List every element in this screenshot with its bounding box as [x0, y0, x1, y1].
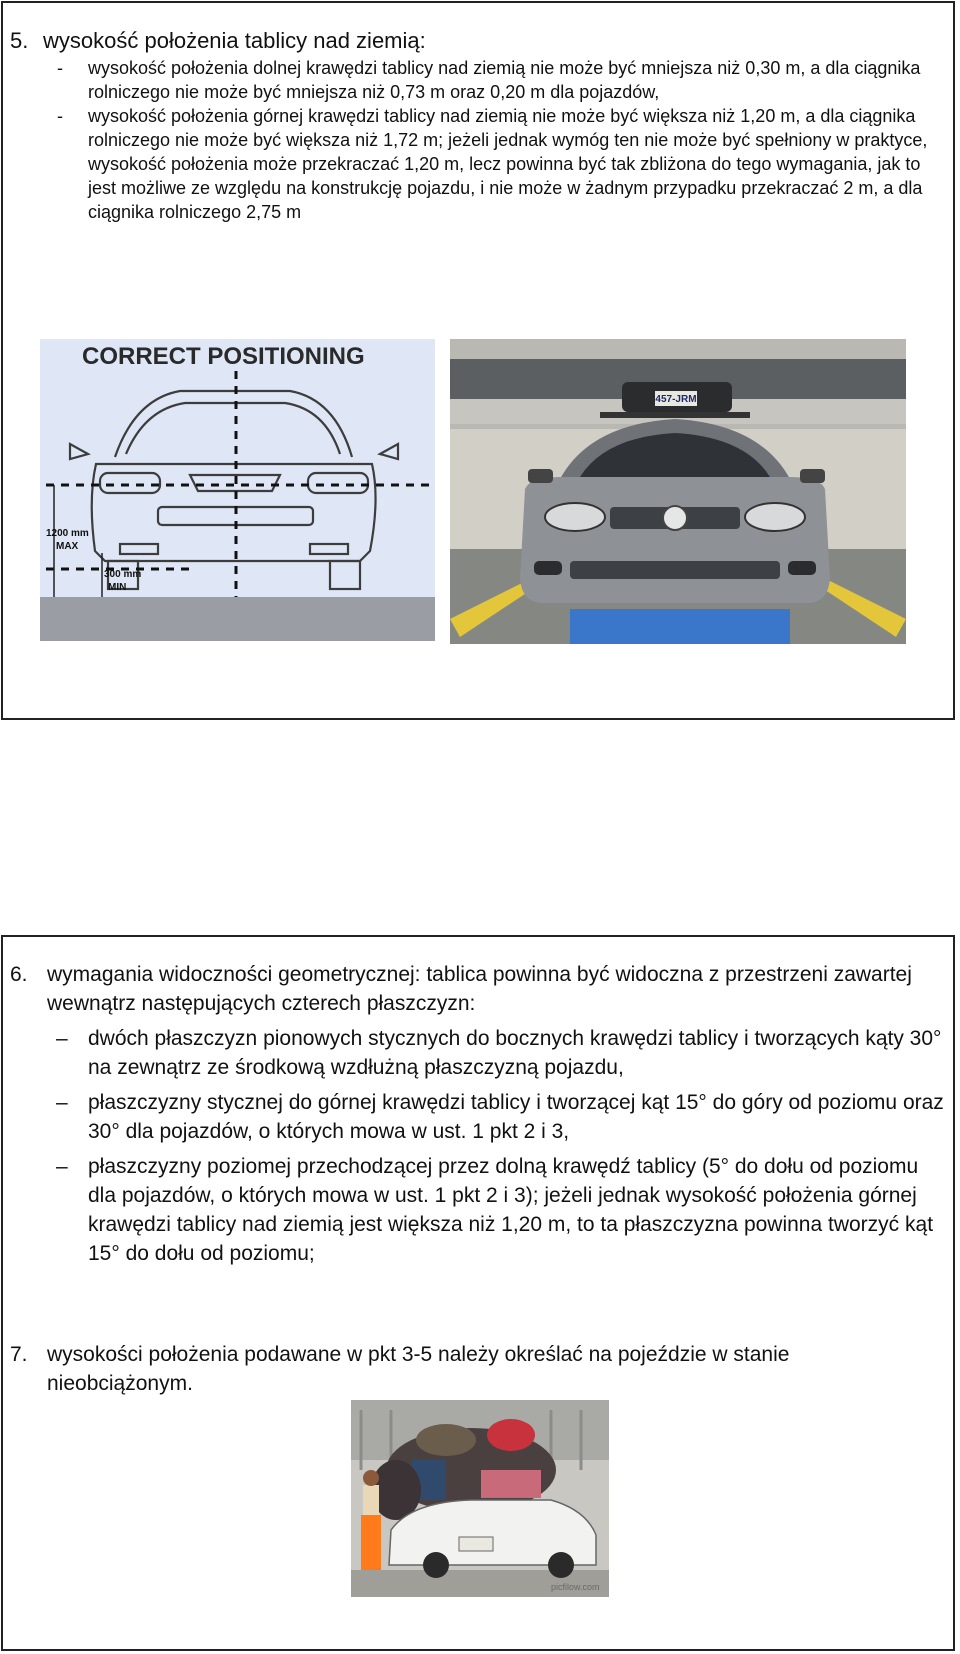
- list-item-text: dwóch płaszczyzn pionowych stycznych do bocznych krawędzi tablicy i tworzących kąty 30° na zewnątrz ze środkową wzdłużną płaszczyzną pojazdu,: [88, 1027, 942, 1079]
- section-7-text: wysokości położenia podawane w pkt 3-5 należy określać na pojeździe w stanie nieobciążonym.: [47, 1343, 790, 1395]
- list-item-text: wysokość położenia górnej krawędzi tablicy nad ziemią nie może być większa niż 1,20 m, a dla ciągnika rolniczego nie może być większa niż 1,72 m; jeżeli jednak wymóg ten nie może być spełniony w praktyce, wysokość położenia może przekraczać 1,20 m, lecz powinna być tak zbliżona do tego wymagania, jak to jest możliwe ze względu na konstrukcję pojazdu, i nie może w żadnym przypadku przekraczać 2 m, a dla ciągnika rolniczego 2,75 m: [88, 106, 928, 222]
- max-label-value: 1200 mm: [46, 528, 89, 539]
- vw-golf-photo: [450, 339, 906, 644]
- diagram-drawing: [40, 339, 435, 641]
- list-item: [52, 104, 942, 224]
- section-5-title: wysokość położenia tablicy nad ziemią:: [43, 28, 426, 53]
- roof-box-plate: 457-JRM: [655, 394, 697, 405]
- list-item-text: płaszczyzny stycznej do górnej krawędzi tablicy i tworzącej kąt 15° do góry od poziomu oraz 30° dla pojazdów, o których mowa w ust. 1 pkt 2 i 3,: [88, 1091, 944, 1143]
- list-item: [56, 1024, 946, 1082]
- list-dash: –: [56, 1091, 68, 1114]
- section-7: [10, 1340, 940, 1398]
- section-5-heading: [10, 26, 426, 56]
- list-item: [56, 1152, 946, 1268]
- list-dash: –: [56, 1027, 68, 1050]
- list-dash: -: [57, 58, 63, 78]
- correct-positioning-diagram: [40, 339, 435, 641]
- section-5-number: 5.: [10, 28, 29, 53]
- list-dash: -: [57, 106, 63, 126]
- golf-drawing: [450, 339, 906, 644]
- section-6-number: 6.: [10, 963, 28, 986]
- section-6-heading: [10, 960, 940, 1018]
- section-5-list: [52, 56, 942, 224]
- max-label-unit: MAX: [56, 541, 79, 552]
- luggage-drawing: [351, 1400, 609, 1597]
- list-item-text: wysokość położenia dolnej krawędzi tablicy nad ziemią nie może być mniejsza niż 0,30 m, a dla ciągnika rolniczego nie może być mniejsza niż 0,73 m oraz 0,20 m dla pojazdów,: [88, 58, 921, 102]
- ground-strip: [40, 597, 435, 641]
- list-item: [56, 1088, 946, 1146]
- list-item-text: płaszczyzny poziomej przechodzącej przez dolną krawędź tablicy (5° do dołu od poziomu dla pojazdów, o których mowa w ust. 1 pkt 2 i 3); jeżeli jednak wysokość położenia górnej krawędzi tablicy nad ziemią jest większa niż 1,20 m, to ta płaszczyzna powinna tworzyć kąt 15° do dołu od poziomu;: [88, 1155, 934, 1265]
- list-dash: –: [56, 1155, 68, 1178]
- min-label-value: 300 mm: [104, 569, 142, 580]
- list-item: [52, 56, 942, 104]
- section-7-number: 7.: [10, 1343, 28, 1366]
- photo-watermark: picfilow.com: [551, 1582, 600, 1592]
- diagram-title: CORRECT POSITIONING: [82, 343, 365, 370]
- section-6-title: wymagania widoczności geometrycznej: tablica powinna być widoczna z przestrzeni zawartej wewnątrz następujących czterech płaszczyzn:: [47, 963, 912, 1015]
- min-label-unit: MIN: [108, 582, 127, 593]
- overloaded-car-photo: [351, 1400, 609, 1597]
